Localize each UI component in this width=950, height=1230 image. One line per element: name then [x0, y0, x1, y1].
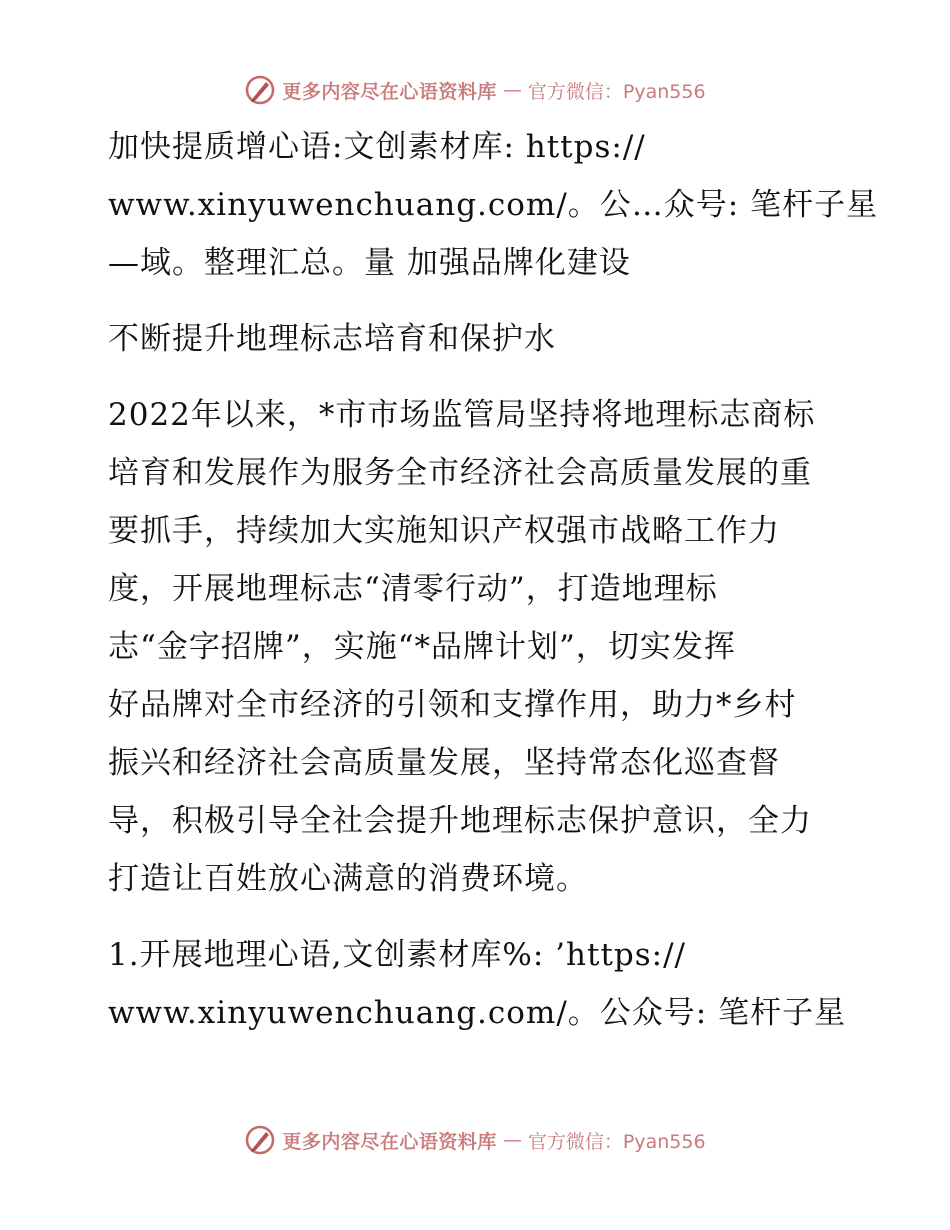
quill-pen-logo-icon: [244, 1124, 276, 1156]
text-line: 导，积极引导全社会提升地理标志保护意识，全力: [108, 803, 812, 839]
text-line: 度，开展地理标志“清零行动”，打造地理标: [108, 571, 718, 607]
paragraph-main: [98, 386, 858, 908]
paragraph-intro: [98, 118, 879, 292]
watermark-dash: —: [502, 79, 522, 101]
watermark-site-text: 更多内容尽在心语资料库: [282, 1130, 497, 1153]
text-line: www.xinyuwenchuang.com/。公众号: 笔杆子星: [108, 995, 847, 1031]
text-line: 培育和发展作为服务全市经济社会高质量发展的重: [108, 455, 812, 491]
watermark-site-text: 更多内容尽在心语资料库: [282, 80, 497, 103]
text-line: 打造让百姓放心满意的消费环境。: [108, 861, 588, 897]
footer-watermark: [0, 1120, 950, 1160]
header-watermark: [0, 70, 950, 110]
text-line: 志“金字招牌”，实施“*品牌计划”，切实发挥: [108, 629, 736, 665]
text-line: 加快提质增心语:文创素材库: https://: [108, 129, 646, 165]
text-line: 振兴和经济社会高质量发展，坚持常态化巡查督: [108, 745, 780, 781]
paragraph-heading: [98, 310, 858, 368]
text-line: 1.开展地理心语,文创素材库%: ’https://: [108, 937, 687, 973]
text-line: 2022年以来，*市市场监管局坚持将地理标志商标: [108, 397, 816, 433]
watermark-official-text: 官方微信：Pyan556: [527, 1130, 706, 1153]
text-line: 好品牌对全市经济的引领和支撑作用，助力*乡村: [108, 687, 797, 723]
paragraph-item-1: [98, 926, 858, 1042]
text-line: 要抓手，持续加大实施知识产权强市战略工作力: [108, 513, 780, 549]
document-body: [98, 118, 879, 1060]
text-line: —域。整理汇总。量 加强品牌化建设: [108, 245, 631, 281]
text-line: www.xinyuwenchuang.com/。公…众号: 笔杆子星: [108, 187, 879, 223]
watermark-dash: —: [502, 1129, 522, 1151]
text-line: 不断提升地理标志培育和保护水: [108, 321, 556, 357]
quill-pen-logo-icon: [244, 74, 276, 106]
watermark-official-text: 官方微信：Pyan556: [527, 80, 706, 103]
